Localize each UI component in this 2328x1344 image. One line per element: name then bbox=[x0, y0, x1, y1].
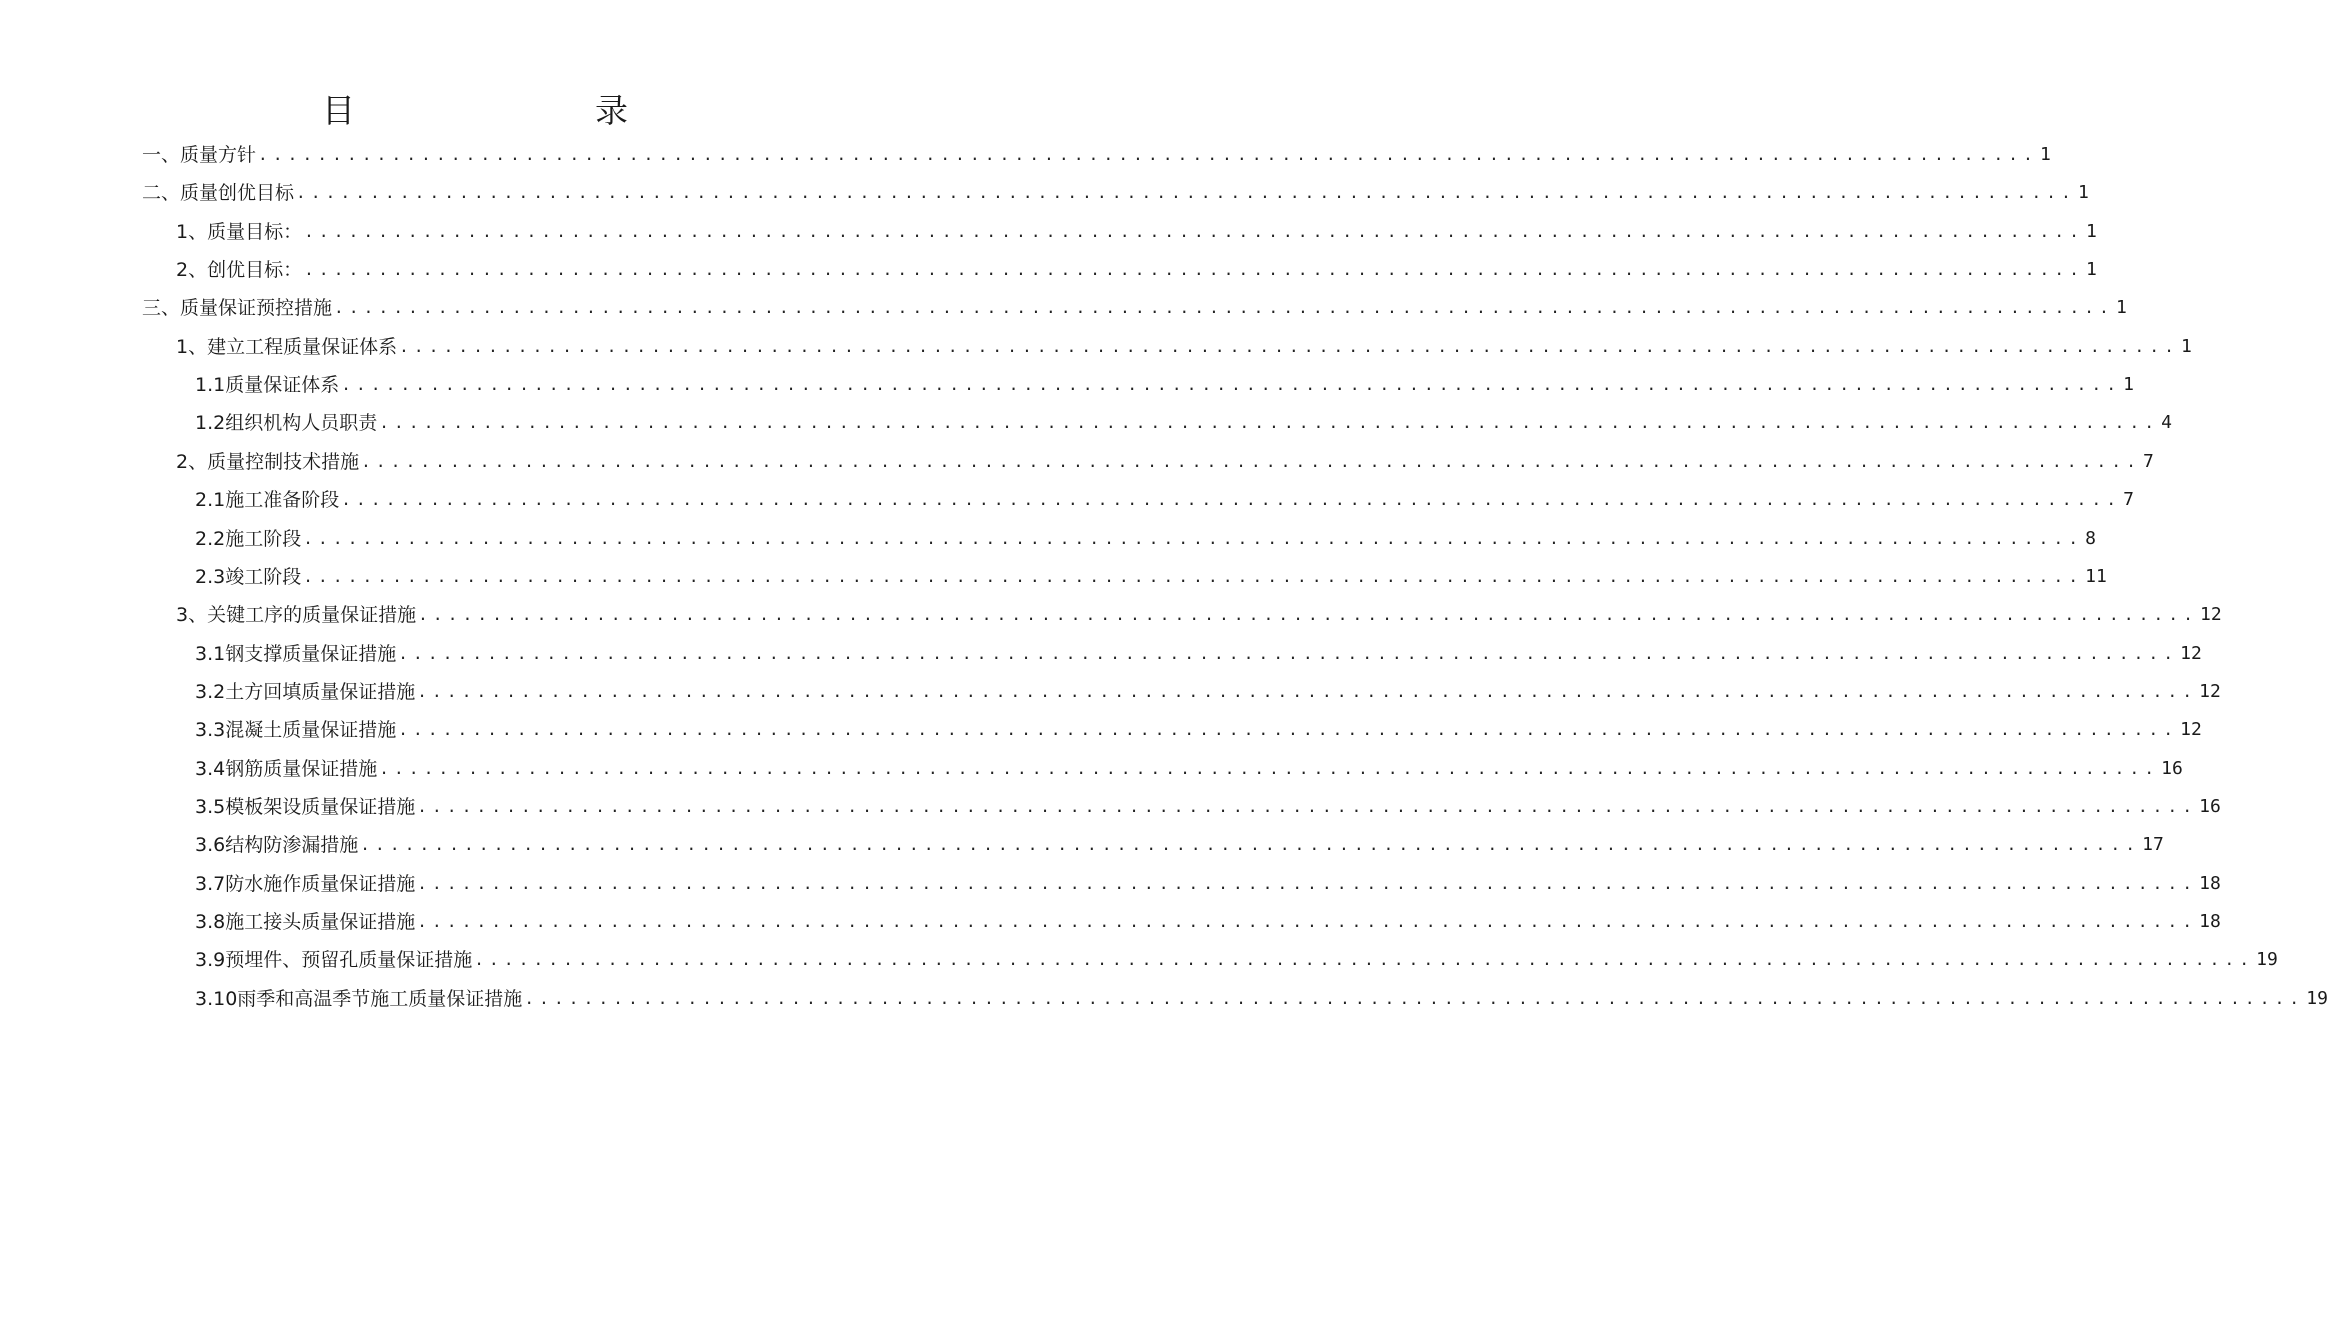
toc-page-number: 4 bbox=[2161, 412, 2172, 433]
toc-page-number: 18 bbox=[2199, 911, 2221, 932]
toc-dot-leader: ........................................................................................................................ bbox=[304, 260, 2085, 279]
toc-page-number: 12 bbox=[2180, 719, 2202, 740]
toc-entry-label: 1、建立工程质量保证体系 bbox=[176, 336, 398, 358]
toc-entry-label: 一、质量方针 bbox=[142, 144, 257, 166]
toc-entry[interactable] bbox=[176, 443, 2154, 481]
toc-dot-leader: ........................................................................................................................ bbox=[303, 567, 2084, 586]
toc-entry-label: 1.2组织机构人员职责 bbox=[195, 412, 378, 434]
toc-entry-label: 1.1质量保证体系 bbox=[195, 374, 340, 396]
toc-dot-leader: ........................................................................................................................ bbox=[361, 452, 2142, 471]
toc-page-number: 12 bbox=[2200, 604, 2222, 625]
toc-entry[interactable] bbox=[176, 213, 2097, 251]
toc-entry[interactable] bbox=[195, 826, 2164, 864]
toc-entry-label: 2.2施工阶段 bbox=[195, 528, 302, 550]
toc-dot-leader: ........................................................................................................................ bbox=[474, 950, 2255, 969]
toc-entry[interactable] bbox=[195, 941, 2278, 979]
toc-entry-label: 3.7防水施作质量保证措施 bbox=[195, 873, 416, 895]
toc-dot-leader: ........................................................................................................................ bbox=[304, 222, 2085, 241]
toc-entry[interactable] bbox=[142, 136, 2051, 174]
toc-dot-leader: ........................................................................................................................ bbox=[399, 337, 2180, 356]
toc-dot-leader: ........................................................................................................................ bbox=[524, 989, 2305, 1008]
toc-entry-label: 3.2土方回填质量保证措施 bbox=[195, 681, 416, 703]
toc-page-number: 1 bbox=[2086, 221, 2097, 242]
toc-entry[interactable] bbox=[195, 673, 2221, 711]
toc-dot-leader: ........................................................................................................................ bbox=[398, 644, 2179, 663]
toc-dot-leader: ........................................................................................................................ bbox=[418, 605, 2199, 624]
toc-dot-leader: ........................................................................................................................ bbox=[417, 797, 2198, 816]
toc-dot-leader: ........................................................................................................................ bbox=[296, 183, 2076, 202]
toc-entry-label: 3.10雨季和高温季节施工质量保证措施 bbox=[195, 988, 523, 1010]
toc-entry-label: 二、质量创优目标 bbox=[142, 182, 295, 204]
toc-page-number: 1 bbox=[2039, 144, 2051, 165]
toc-entry-label: 3.6结构防渗漏措施 bbox=[195, 834, 359, 856]
toc-entry-label: 3.3混凝土质量保证措施 bbox=[195, 719, 397, 741]
toc-entry[interactable] bbox=[195, 481, 2134, 519]
toc-entry-label: 2.3竣工阶段 bbox=[195, 566, 302, 588]
toc-dot-leader: ........................................................................................................................ bbox=[379, 413, 2160, 432]
toc-entry[interactable] bbox=[195, 750, 2183, 788]
toc-page-number: 1 bbox=[2077, 182, 2089, 203]
toc-dot-leader: ........................................................................................................................ bbox=[398, 720, 2179, 739]
toc-page-number: 11 bbox=[2085, 566, 2107, 587]
toc-dot-leader: ........................................................................................................................ bbox=[417, 682, 2198, 701]
toc-entry[interactable] bbox=[176, 328, 2192, 366]
toc-entry-label: 3.9预埋件、预留孔质量保证措施 bbox=[195, 949, 473, 971]
toc-page-number: 16 bbox=[2161, 758, 2183, 779]
toc-entry-label: 三、质量保证预控措施 bbox=[142, 297, 333, 319]
toc-page-number: 12 bbox=[2199, 681, 2221, 702]
toc-page-number: 1 bbox=[2115, 297, 2127, 318]
toc-page-number: 7 bbox=[2143, 451, 2154, 472]
toc-entry[interactable] bbox=[195, 980, 2328, 1018]
toc-entry[interactable] bbox=[195, 558, 2107, 596]
toc-entry[interactable] bbox=[195, 788, 2221, 826]
toc-entry[interactable] bbox=[195, 520, 2096, 558]
toc-entry[interactable] bbox=[142, 289, 2127, 327]
toc-dot-leader: ........................................................................................................................ bbox=[379, 759, 2160, 778]
toc-page-number: 19 bbox=[2256, 949, 2278, 970]
toc-dot-leader: ........................................................................................................................ bbox=[341, 375, 2122, 394]
toc-entry-label: 3.5模板架设质量保证措施 bbox=[195, 796, 416, 818]
toc-entry-label: 3.1钢支撑质量保证措施 bbox=[195, 643, 397, 665]
toc-entry[interactable] bbox=[195, 903, 2221, 941]
toc-dot-leader: ........................................................................................................................ bbox=[303, 529, 2084, 548]
toc-page-number: 12 bbox=[2180, 643, 2202, 664]
toc-entry-label: 2.1施工准备阶段 bbox=[195, 489, 340, 511]
toc-dot-leader: ........................................................................................................................ bbox=[334, 298, 2114, 317]
toc-entry[interactable] bbox=[195, 635, 2202, 673]
toc-page-number: 17 bbox=[2142, 834, 2164, 855]
toc-entry-label: 3、关键工序的质量保证措施 bbox=[176, 604, 417, 626]
toc-entry[interactable] bbox=[142, 174, 2089, 212]
toc-page-number: 1 bbox=[2123, 374, 2134, 395]
toc-dot-leader: ........................................................................................................................ bbox=[417, 874, 2198, 893]
toc-entry-label: 2、创优目标： bbox=[176, 259, 303, 281]
toc-dot-leader: ........................................................................................................................ bbox=[360, 835, 2141, 854]
toc-entry[interactable] bbox=[176, 596, 2222, 634]
toc-entry-label: 3.4钢筋质量保证措施 bbox=[195, 758, 378, 780]
toc-page-number: 19 bbox=[2306, 988, 2328, 1009]
toc-dot-leader: ........................................................................................................................ bbox=[417, 912, 2198, 931]
toc-page-number: 8 bbox=[2085, 528, 2096, 549]
toc-entry-label: 1、质量目标： bbox=[176, 221, 303, 243]
toc-entry[interactable] bbox=[195, 711, 2202, 749]
toc-page-number: 7 bbox=[2123, 489, 2134, 510]
toc-entry-label: 3.8施工接头质量保证措施 bbox=[195, 911, 416, 933]
toc-entry[interactable] bbox=[195, 404, 2172, 442]
toc-page-number: 18 bbox=[2199, 873, 2221, 894]
page-title: 目 录 bbox=[322, 91, 686, 130]
toc-entry[interactable] bbox=[195, 865, 2221, 903]
toc-entry-label: 2、质量控制技术措施 bbox=[176, 451, 360, 473]
toc-entry[interactable] bbox=[195, 366, 2134, 404]
toc-dot-leader: ........................................................................................................................ bbox=[258, 145, 2038, 164]
toc-page-number: 1 bbox=[2181, 336, 2192, 357]
toc-page-number: 1 bbox=[2086, 259, 2097, 280]
toc-dot-leader: ........................................................................................................................ bbox=[341, 490, 2122, 509]
toc-entry[interactable] bbox=[176, 251, 2097, 289]
toc-page-number: 16 bbox=[2199, 796, 2221, 817]
